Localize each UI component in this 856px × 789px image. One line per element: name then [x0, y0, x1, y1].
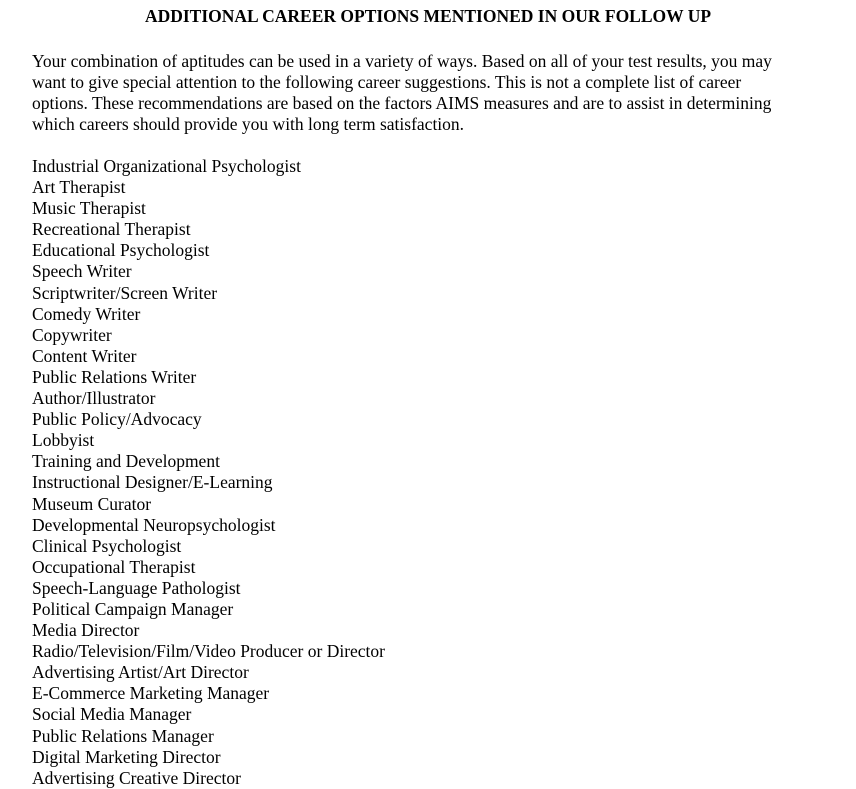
- career-list-item: Public Relations Manager: [32, 725, 214, 746]
- career-list-item: Lobbyist: [32, 430, 95, 451]
- career-list-item: Digital Marketing Director: [32, 746, 221, 767]
- career-list-item: Instructional Designer/E-Learning: [32, 472, 273, 493]
- career-list-item: Content Writer: [32, 345, 137, 366]
- career-list-item: Political Campaign Manager: [32, 598, 234, 619]
- career-list-item: Public Policy/Advocacy: [32, 409, 202, 430]
- career-list-item: Copywriter: [32, 324, 112, 345]
- career-list-item: Speech Writer: [32, 261, 132, 282]
- career-list-item: Social Media Manager: [32, 704, 192, 725]
- career-list-item: Educational Psychologist: [32, 240, 210, 261]
- career-list-item: Author/Illustrator: [32, 388, 156, 409]
- intro-line: want to give special attention to the following career suggestions. This is not a complete list of career: [32, 72, 742, 92]
- career-list-item: Comedy Writer: [32, 303, 141, 324]
- career-list-item: Art Therapist: [32, 177, 126, 198]
- career-list-item: Industrial Organizational Psychologist: [32, 156, 301, 176]
- career-list-item: Training and Development: [32, 451, 220, 472]
- career-list-item: Music Therapist: [32, 198, 146, 219]
- career-list-item: Speech-Language Pathologist: [32, 577, 241, 598]
- career-list: [32, 156, 385, 789]
- career-list-item: Advertising Artist/Art Director: [32, 662, 249, 683]
- career-list-item: Public Relations Writer: [32, 366, 197, 387]
- intro-paragraph: [32, 51, 832, 135]
- career-list-item: Clinical Psychologist: [32, 535, 182, 556]
- intro-line: options. These recommendations are based on the factors AIMS measures and are to assist in determining: [32, 93, 772, 113]
- career-list-item: Advertising Creative Director: [32, 767, 241, 788]
- intro-line: which careers should provide you with long term satisfaction.: [32, 114, 465, 134]
- career-list-item: Radio/Television/Film/Video Producer or Director: [32, 641, 385, 662]
- career-list-item: Recreational Therapist: [32, 219, 191, 240]
- career-list-item: Scriptwriter/Screen Writer: [32, 282, 218, 303]
- page-title: ADDITIONAL CAREER OPTIONS MENTIONED IN OUR FOLLOW UP: [144, 6, 712, 26]
- intro-line: Your combination of aptitudes can be used in a variety of ways. Based on all of your test results, you may: [32, 51, 772, 71]
- career-list-item: Occupational Therapist: [32, 556, 196, 577]
- career-list-item: E-Commerce Marketing Manager: [32, 683, 270, 704]
- career-list-item: Museum Curator: [32, 493, 152, 514]
- career-list-item: Developmental Neuropsychologist: [32, 514, 276, 535]
- career-list-item: Media Director: [32, 620, 140, 641]
